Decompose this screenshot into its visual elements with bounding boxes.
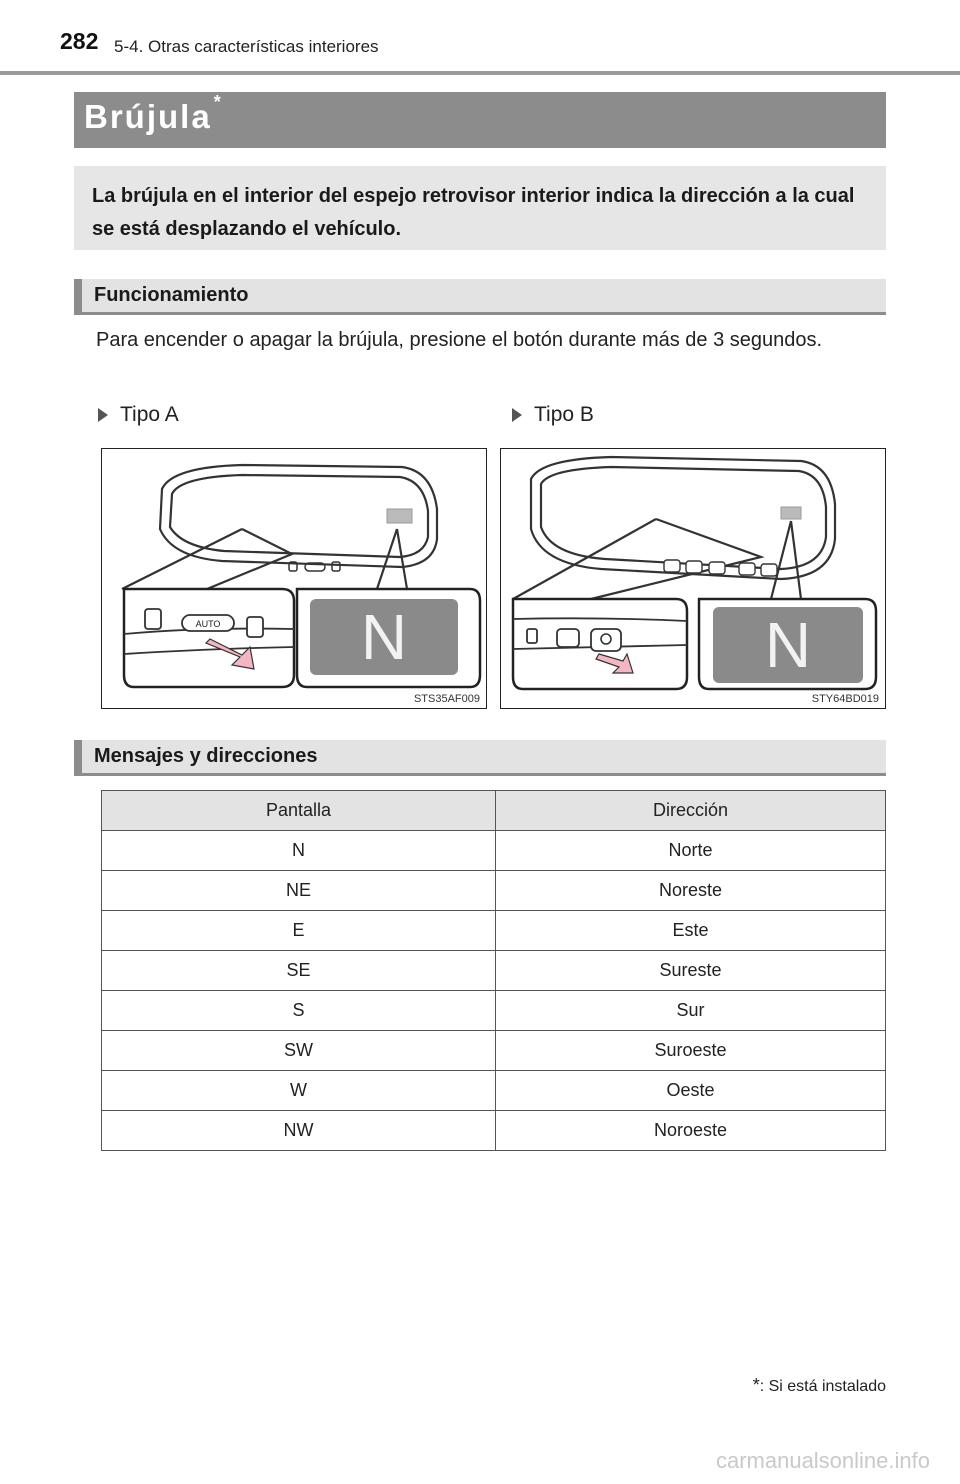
direction-cell: Suroeste: [496, 1031, 886, 1071]
chapter-title: 5-4. Otras características interiores: [114, 37, 379, 56]
display-cell: S: [102, 991, 496, 1031]
table-row: [102, 1071, 886, 1111]
figure-b-code: STY64BD019: [811, 693, 879, 705]
direction-cell: Noroeste: [496, 1111, 886, 1151]
footnote-text: : Si está instalado: [759, 1378, 886, 1395]
table-row: [102, 871, 886, 911]
type-b-label: [512, 403, 594, 427]
display-cell: SW: [102, 1031, 496, 1071]
intro-box: [74, 166, 886, 250]
figure-type-a: [101, 448, 487, 709]
section-star: *: [213, 92, 223, 112]
direction-cell: Norte: [496, 831, 886, 871]
header-rule: [0, 71, 960, 75]
direction-cell: Sur: [496, 991, 886, 1031]
table-row: [102, 911, 886, 951]
bullet-triangle-icon: [98, 408, 108, 422]
directions-table: [101, 790, 886, 1151]
subheading-mensajes-label: Mensajes y direcciones: [94, 745, 318, 767]
subheading-funcionamiento: [74, 279, 886, 315]
subheading-mensajes: [74, 740, 886, 776]
table-row: [102, 991, 886, 1031]
type-b-text: Tipo B: [534, 403, 594, 426]
display-letter-b: N: [764, 609, 812, 681]
display-cell: N: [102, 831, 496, 871]
section-title-text: Brújula: [84, 98, 212, 135]
footnote: [753, 1375, 886, 1396]
type-a-label: [98, 403, 179, 427]
body-text: Para encender o apagar la brújula, presione el botón durante más de 3 segundos.: [96, 329, 823, 351]
page-number: 282: [60, 28, 99, 54]
column-header-pantalla: Pantalla: [102, 791, 496, 831]
watermark: carmanualsonline.info: [715, 1448, 930, 1473]
section-banner: [74, 92, 886, 148]
display-letter-a: N: [360, 601, 408, 673]
mirror-type-b-illustration: [501, 449, 885, 708]
figure-a-code: STS35AF009: [413, 693, 480, 705]
auto-button-label: AUTO: [195, 619, 221, 629]
figure-type-b: [500, 448, 886, 709]
display-cell: W: [102, 1071, 496, 1111]
display-cell: NE: [102, 871, 496, 911]
section-title: [84, 92, 223, 136]
table-row: [102, 1111, 886, 1151]
bullet-triangle-icon: [512, 408, 522, 422]
display-cell: E: [102, 911, 496, 951]
display-cell: SE: [102, 951, 496, 991]
direction-cell: Este: [496, 911, 886, 951]
column-header-direccion: Dirección: [496, 791, 886, 831]
press-arrow-icon: [206, 639, 254, 669]
mirror-type-a-illustration: [102, 449, 486, 708]
press-arrow-icon: [596, 654, 633, 673]
table-row: [102, 951, 886, 991]
display-cell: NW: [102, 1111, 496, 1151]
table-header-row: [102, 791, 886, 831]
intro-text: La brújula en el interior del espejo retrovisor interior indica la dirección a la cual se está desplazando el vehículo.: [92, 185, 855, 240]
table-row: [102, 831, 886, 871]
footnote-star: *: [752, 1375, 760, 1395]
table-row: [102, 1031, 886, 1071]
direction-cell: Sureste: [496, 951, 886, 991]
direction-cell: Oeste: [496, 1071, 886, 1111]
subheading-funcionamiento-label: Funcionamiento: [94, 284, 249, 306]
type-a-text: Tipo A: [120, 403, 179, 426]
direction-cell: Noreste: [496, 871, 886, 911]
